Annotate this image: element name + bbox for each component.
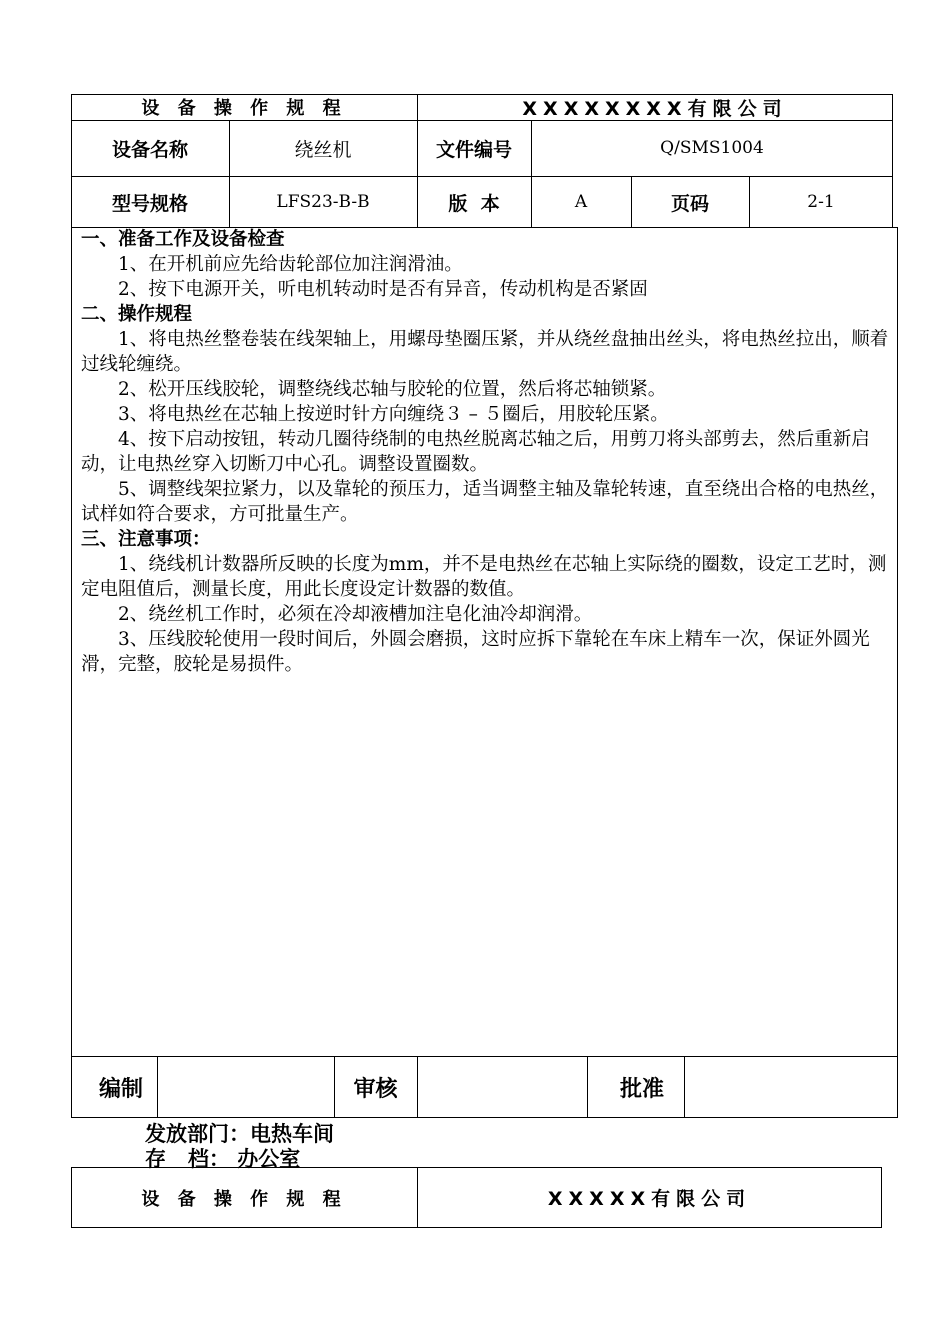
version-value: A bbox=[574, 192, 588, 212]
model-label: 型号规格 bbox=[111, 192, 188, 215]
prepared-label: 编制 bbox=[98, 1076, 143, 1102]
paragraph: 3、压线胶轮使用一段时间后，外圆会磨损，这时应拆下靠轮在车床上精车一次，保证外圆光滑，完整，胶轮是易损件。 bbox=[81, 629, 870, 675]
prepared-signature-field[interactable] bbox=[157, 1056, 334, 1118]
file-no-value: Q/SMS1004 bbox=[660, 138, 764, 158]
paragraph: 2、绕丝机工作时，必须在冷却液槽加注皂化油冷却润滑。 bbox=[118, 604, 593, 625]
issue-department: 发放部门：电热车间 bbox=[145, 1122, 334, 1146]
equipment-name-value: 绕丝机 bbox=[294, 138, 352, 161]
paragraph: 1、将电热丝整卷装在线架轴上，用螺母垫圈压紧，并从绕丝盘抽出丝头，将电热丝拉出，顺着过线轮缠绕。 bbox=[81, 329, 889, 375]
version-label: 版 本 bbox=[448, 192, 500, 215]
paragraph: 1、绕线机计数器所反映的长度为mm，并不是电热丝在芯轴上实际绕的圈数，设定工艺时，测定电阻值后，测量长度，用此长度设定计数器的数值。 bbox=[81, 554, 887, 600]
paragraph: 5、调整线架拉紧力，以及靠轮的预压力，适当调整主轴及靠轮转速，直至绕出合格的电热丝，试样如符合要求，方可批量生产。 bbox=[81, 479, 889, 525]
reviewed-label: 审核 bbox=[353, 1076, 398, 1102]
company-name: XXXXXXXX有限公司 bbox=[522, 97, 788, 120]
paragraph: 2、松开压线胶轮，调整绕线芯轴与胶轮的位置，然后将芯轴锁紧。 bbox=[118, 379, 667, 400]
next-doc-type-title: 设 备 操 作 规 程 bbox=[141, 1188, 347, 1210]
archive-location: 存 档： 办公室 bbox=[145, 1147, 301, 1171]
next-company-name: XXXXX有限公司 bbox=[547, 1188, 752, 1210]
section-title: 三、注意事项： bbox=[81, 529, 211, 550]
paragraph: 1、在开机前应先给齿轮部位加注润滑油。 bbox=[118, 254, 463, 275]
paragraph: 3、将电热丝在芯轴上按逆时针方向缠绕３ – ５圈后，用胶轮压紧。 bbox=[118, 404, 669, 425]
approved-signature-field[interactable] bbox=[684, 1056, 898, 1118]
page-label: 页码 bbox=[670, 192, 709, 215]
section-title: 二、操作规程 bbox=[81, 304, 193, 325]
approved-label: 批准 bbox=[619, 1076, 664, 1102]
procedure-text bbox=[81, 227, 891, 677]
section-title: 一、准备工作及设备检查 bbox=[81, 229, 285, 250]
paragraph: 2、按下电源开关，听电机转动时是否有异音，传动机构是否紧固 bbox=[118, 279, 648, 300]
reviewed-signature-field[interactable] bbox=[417, 1056, 587, 1118]
model-value: LFS23-B-B bbox=[276, 192, 370, 212]
equipment-name-label: 设备名称 bbox=[111, 138, 188, 161]
doc-type-title: 设 备 操 作 规 程 bbox=[141, 98, 347, 119]
page-value: 2-1 bbox=[807, 192, 835, 212]
file-no-label: 文件编号 bbox=[435, 138, 512, 161]
paragraph: 4、按下启动按钮，转动几圈待绕制的电热丝脱离芯轴之后，用剪刀将头部剪去，然后重新启动，让电热丝穿入切断刀中心孔。调整设置圈数。 bbox=[81, 429, 870, 475]
